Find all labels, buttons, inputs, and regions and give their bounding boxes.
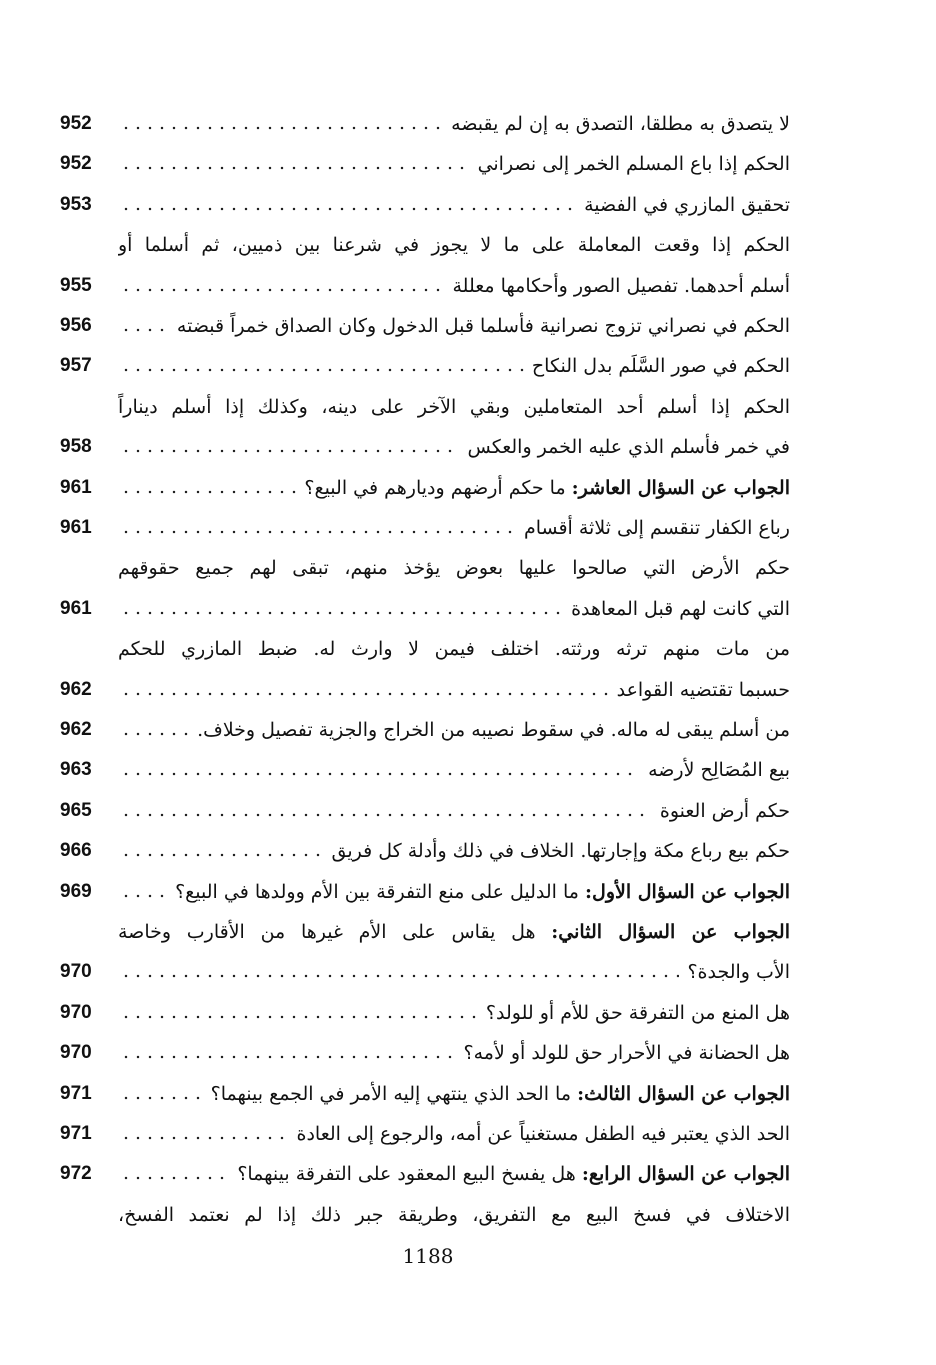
toc-entry-title: الحكم إذا أسلم أحد المتعاملين وبقي الآخر على دينه، وكذلك إذا أسلم ديناراً [118, 396, 790, 418]
toc-entry-title: الحد الذي يعتبر فيه الطفل مستغنياً عن أمه، والرجوع إلى العادة [296, 1123, 790, 1145]
toc-entry-heading: الجواب عن السؤال الثاني: [551, 921, 790, 943]
toc-entry-title: ما الحد الذي ينتهي إليه الأمر في الجمع بينهما؟ [210, 1083, 572, 1105]
dot-leader [120, 368, 524, 372]
toc-entry-text [120, 185, 790, 225]
toc-page-number: 963 [60, 759, 92, 780]
dot-leader [120, 894, 167, 898]
toc-page-number: 970 [60, 1002, 92, 1023]
toc-page-number: 957 [60, 355, 92, 376]
toc-entry [60, 1033, 790, 1073]
toc-page-number: 956 [60, 315, 92, 336]
toc-page-number: 971 [60, 1123, 92, 1144]
toc-page-number: 969 [60, 881, 92, 902]
toc-entry-heading: الجواب عن السؤال الثالث: [577, 1083, 790, 1105]
toc-entry-text [120, 1074, 790, 1114]
toc-entry [60, 1154, 790, 1194]
toc-entry-title: حكم الأرض التي صالحوا عليها بعوض يؤخذ منهم، تبقى لهم جميع حقوقهم [118, 557, 790, 579]
dot-leader [120, 328, 169, 332]
toc-entry-text [120, 427, 790, 467]
toc-entry-continued [118, 912, 790, 952]
toc-entry-title: الحكم إذا وقعت المعاملة على ما لا يجوز في شرعنا بين ذميين، ثم أسلما أو [118, 234, 790, 256]
dot-leader [120, 974, 679, 978]
toc-entry-title: لا يتصدق به مطلقا، التصدق به إن لم يقبضه [451, 113, 790, 135]
toc-entry-text [120, 710, 790, 750]
toc-entry-text [120, 952, 790, 992]
toc-entry-title: بيع المُصَالِح لأرضه [648, 759, 790, 781]
toc-entry-title: ما الدليل على منع التفرقة بين الأم وولدها في البيع؟ [175, 881, 579, 903]
toc-page-number: 961 [60, 598, 92, 619]
toc-entry-title: ما حكم أرضهم وديارهم في البيع؟ [304, 477, 566, 499]
toc-entry-title: التي كانت لهم قبل المعاهدة [571, 598, 790, 620]
toc-entry-title: تحقيق المازري في الفضية [584, 194, 790, 216]
dot-leader [120, 1096, 203, 1100]
toc-entry [60, 104, 790, 144]
toc-entry [60, 750, 790, 790]
toc-entry-text [120, 346, 790, 386]
dot-leader [120, 853, 324, 857]
toc-entry-text [120, 104, 790, 144]
toc-page-number: 962 [60, 679, 92, 700]
toc-page-number: 952 [60, 113, 92, 134]
toc-page-number: 962 [60, 719, 92, 740]
dot-leader [120, 449, 460, 453]
toc-page-number: 966 [60, 840, 92, 861]
dot-leader [120, 126, 443, 130]
toc-entry-text [120, 993, 790, 1033]
toc-entry [60, 670, 790, 710]
dot-leader [120, 1015, 478, 1019]
toc-entry [60, 993, 790, 1033]
toc-entry [60, 346, 790, 386]
toc-page-number: 961 [60, 477, 92, 498]
toc-entry [60, 589, 790, 629]
dot-leader [120, 288, 444, 292]
toc-entry [60, 831, 790, 871]
toc-entry [60, 952, 790, 992]
toc-entry-text [120, 266, 790, 306]
toc-entry-text [120, 468, 790, 508]
toc-entry-continued [118, 629, 790, 669]
toc-entry-text [120, 750, 790, 790]
toc-entry-text [120, 589, 790, 629]
toc-page-number: 955 [60, 275, 92, 296]
toc-page-number: 970 [60, 1042, 92, 1063]
dot-leader [120, 490, 296, 494]
toc-entry [60, 710, 790, 750]
toc-entry-text [120, 508, 790, 548]
toc-entry-title: الحكم في نصراني تزوج نصرانية فأسلما قبل الدخول وكان الصداق خمراً قبضته [176, 315, 790, 337]
toc-page-number: 952 [60, 153, 92, 174]
dot-leader [120, 1136, 289, 1140]
toc-entry [60, 872, 790, 912]
toc-entry-title: من أسلم يبقى له ماله. في سقوط نصيبه من الخراج والجزية تفصيل وخلاف. [197, 719, 790, 741]
toc-page-number: 971 [60, 1083, 92, 1104]
toc-entry-text [120, 670, 790, 710]
toc-entry [60, 144, 790, 184]
dot-leader [120, 1055, 456, 1059]
page-number: 1188 [402, 1244, 454, 1268]
toc-page-number: 958 [60, 436, 92, 457]
toc-page-number: 961 [60, 517, 92, 538]
toc-entry-text [120, 791, 790, 831]
toc-entry-title: أسلم أحدهما. تفصيل الصور وأحكامها معللة [452, 275, 790, 297]
toc-entry-title: هل المنع من التفرقة حق للأم أو للولد؟ [485, 1002, 790, 1024]
dot-leader [120, 732, 189, 736]
toc-entry-text [120, 1033, 790, 1073]
toc-entry-title: الاختلاف في فسخ البيع مع التفريق، وطريقة جبر ذلك إذا لم نعتمد الفسخ، [118, 1204, 790, 1226]
toc-entry-text [120, 1114, 790, 1154]
toc-entry-title: الحكم في صور السَّلَم بدل النكاح [531, 355, 790, 377]
toc-entry [60, 468, 790, 508]
toc-page-number: 972 [60, 1163, 92, 1184]
dot-leader [120, 611, 563, 615]
toc-entry-title: حكم بيع رباع مكة وإجارتها. الخلاف في ذلك وأدلة كل فريق [331, 840, 790, 862]
dot-leader [120, 530, 516, 534]
toc-entry-heading: الجواب عن السؤال الرابع: [581, 1163, 790, 1185]
toc-entry [60, 185, 790, 225]
toc-entry [60, 427, 790, 467]
toc-entry [60, 508, 790, 548]
dot-leader [120, 207, 576, 211]
toc-entry-text [120, 831, 790, 871]
toc-entry-continued [118, 1195, 790, 1235]
toc-entry-text [120, 306, 790, 346]
toc-entry-heading: الجواب عن السؤال العاشر: [571, 477, 790, 499]
toc-entry-title: هل الحضانة في الأحرار حق للولد أو لأمه؟ [463, 1042, 790, 1064]
toc-entry-title: في خمر فأسلم الذي عليه الخمر والعكس [467, 436, 790, 458]
toc-entry-title: من مات منهم ترثه ورثته. اختلف فيمن لا وارث له. ضبط المازري للحكم [118, 638, 790, 660]
toc-entry-continued [118, 387, 790, 427]
toc-entry [60, 1074, 790, 1114]
toc-entry-text [120, 872, 790, 912]
toc-entry-title: رباع الكفار تنقسم إلى ثلاثة أقسام [523, 517, 790, 539]
dot-leader [120, 1176, 229, 1180]
toc-entry-text [120, 144, 790, 184]
toc-entry [60, 1114, 790, 1154]
dot-leader [120, 813, 652, 817]
toc-entry [60, 306, 790, 346]
toc-page-number: 953 [60, 194, 92, 215]
dot-leader [120, 692, 609, 696]
toc-entry-title: حكم أرض العنوة [659, 800, 790, 822]
toc-entry-title: الأب والجدة؟ [687, 961, 790, 983]
toc-page-number: 965 [60, 800, 92, 821]
dot-leader [120, 166, 470, 170]
toc-entry-title: هل يقاس على الأم غيرها من الأقارب وخاصة [118, 921, 536, 943]
toc-entry-title: حسبما تقتضيه القواعد [616, 679, 790, 701]
toc-entry-text [120, 1154, 790, 1194]
toc-entry-continued [118, 225, 790, 265]
toc-entry-heading: الجواب عن السؤال الأول: [585, 881, 790, 903]
dot-leader [120, 772, 640, 776]
toc-entry-title: الحكم إذا باع المسلم الخمر إلى نصراني [477, 153, 790, 175]
toc-entry [60, 791, 790, 831]
toc-entry-continued [118, 548, 790, 588]
toc-page-number: 970 [60, 961, 92, 982]
toc-entry [60, 266, 790, 306]
toc-entry-title: هل يفسخ البيع المعقود على التفرقة بينهما؟ [237, 1163, 576, 1185]
